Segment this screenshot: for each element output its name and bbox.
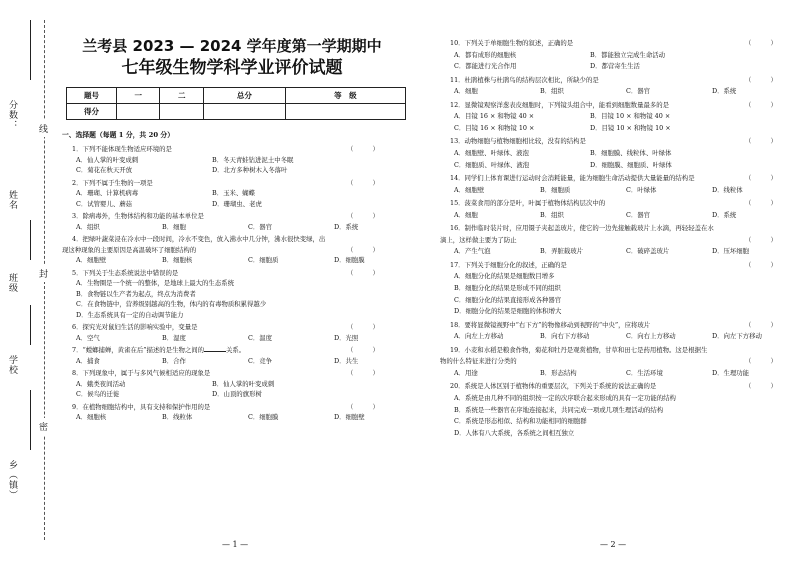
score-header-cell: 一 <box>117 88 160 104</box>
score-header-cell: 二 <box>160 88 203 104</box>
binding-line <box>30 20 31 80</box>
answer-parentheses[interactable]: （ ） <box>745 39 777 47</box>
name-field-label: 姓名 <box>7 190 17 210</box>
question-stem: 18．要将显微镜视野中“右下方”的物像移动到视野的“中央”，应将玻片 <box>450 320 651 329</box>
binding-strip <box>0 0 60 561</box>
answer-parentheses[interactable]: （ ） <box>745 199 777 208</box>
question-stem: 1．下列不能体现生物适应环境的是 <box>72 145 172 153</box>
answer-parentheses[interactable]: （ ） <box>745 75 777 84</box>
binding-line <box>30 220 31 260</box>
question-stem: 11．杜鹃植株与杜鹃鸟的结构层次相比，所缺少的是 <box>450 75 599 84</box>
exam-title-line1: 兰考县 2023 — 2024 学年度第一学期期中 <box>82 37 382 55</box>
answer-option[interactable]: D．向左下方移动 <box>712 332 762 341</box>
answer-option[interactable]: C．器官 <box>248 222 273 231</box>
answer-option[interactable]: B．食物链以生产者为起点，终点为消费者 <box>76 289 196 298</box>
answer-option[interactable]: D．细胞壁 <box>334 413 365 421</box>
answer-option[interactable]: A．细胞 <box>454 87 478 96</box>
answer-option[interactable]: B．湿度 <box>162 333 186 342</box>
question-stem: 15．菠菜食用的部分是叶，叶属于植物体结构层次中的 <box>450 199 606 208</box>
answer-option[interactable]: B．向右下方移动 <box>540 332 590 341</box>
question-stem: 5．下列关于生态系统说法中错误的是 <box>72 268 179 277</box>
answer-option[interactable]: C．细胞质、叶绿体、液泡 <box>454 160 530 169</box>
question-stem: 13．动物细胞与植物细胞相比较，没有的结构是 <box>450 137 586 146</box>
answer-parentheses[interactable]: （ ） <box>745 137 777 146</box>
answer-option[interactable]: C．叶绿体 <box>626 185 657 194</box>
answer-parentheses[interactable]: （ ） <box>745 100 777 109</box>
score-input-cell[interactable] <box>203 104 285 120</box>
answer-parentheses[interactable]: （ ） <box>347 212 379 220</box>
answer-option[interactable]: A．蛾类夜间活动 <box>76 379 126 388</box>
answer-option[interactable]: B．目镜 10 × 和物镜 40 × <box>590 112 671 121</box>
question-stem: 9．在植物细胞结构中，具有支持和保护作用的是 <box>72 402 211 411</box>
right-column <box>440 0 785 561</box>
page-number-left: — 1 — <box>222 540 249 549</box>
question-stem-cont: 现这种现象的主要原因是高温破坏了细胞结构的 <box>62 245 197 254</box>
answer-option[interactable]: B．线粒体 <box>162 413 193 421</box>
answer-option[interactable]: A．细胞壁 <box>76 256 107 264</box>
answer-option[interactable]: A．珊瑚、计算机病毒 <box>76 189 139 197</box>
answer-option[interactable]: D．珊瑚虫、老虎 <box>212 199 262 208</box>
answer-parentheses[interactable]: （ ） <box>347 369 379 377</box>
question-stem-cont: 滴上，这样做主要为了防止 <box>440 235 517 244</box>
question-stem: 20．系统是人体区别于植物体的重要层次，下列关于系统的说法正确的是 <box>450 382 657 391</box>
answer-option[interactable]: A．目镜 16 × 和物镜 40 × <box>454 112 535 121</box>
school-field-label: 学校 <box>7 355 17 375</box>
answer-option[interactable]: C．都能进行光合作用 <box>454 62 517 71</box>
answer-option[interactable]: D．系统 <box>712 87 737 96</box>
answer-parentheses[interactable]: （ ） <box>745 357 777 366</box>
answer-option[interactable]: C．器官 <box>626 87 651 96</box>
question-stem: 12．显微镜观察洋葱表皮细胞时，下列镜头组合中，能看到细胞数量最多的是 <box>450 100 670 109</box>
answer-option[interactable]: B．系统是一些器官在序地连接起来，共同完成一项或几项生理活动的结构 <box>454 405 664 414</box>
answer-option[interactable]: C．温度 <box>248 333 273 342</box>
answer-option[interactable]: B．细胞分化的结果是形成不同的组织 <box>454 284 561 292</box>
answer-parentheses[interactable]: （ ） <box>745 260 777 269</box>
answer-option[interactable]: D．系统 <box>334 222 359 231</box>
answer-parentheses[interactable]: （ ） <box>347 178 379 187</box>
answer-parentheses[interactable]: （ ） <box>745 235 777 244</box>
answer-option[interactable]: B．合作 <box>162 356 186 365</box>
question-stem-cont: 物的什么特征来进行分类的 <box>440 357 517 366</box>
answer-option[interactable]: B．组织 <box>540 87 564 96</box>
answer-option[interactable]: A．捕食 <box>76 356 100 365</box>
answer-option[interactable]: A．空气 <box>76 333 100 342</box>
section-heading: 一、选择题（每题 1 分，共 20 分） <box>62 131 175 139</box>
answer-option[interactable]: A．细胞分化的结果是细胞数目增多 <box>454 272 555 281</box>
answer-option[interactable]: A．仙人掌的叶变成刺 <box>76 155 139 164</box>
answer-option[interactable]: D．细胞膜、细胞质、叶绿体 <box>590 160 672 169</box>
answer-option[interactable]: A．生物圈是一个统一的整体，是地球上最大的生态系统 <box>76 279 234 287</box>
answer-option[interactable]: C．候鸟的迁徙 <box>76 390 120 398</box>
seal-line-word: 线 <box>39 120 48 137</box>
answer-option[interactable]: B．都能独立完成生命活动 <box>590 50 665 59</box>
answer-parentheses[interactable]: （ ） <box>745 174 777 183</box>
answer-option[interactable]: A．都有成形的细胞核 <box>454 50 517 59</box>
answer-parentheses[interactable]: （ ） <box>745 320 777 329</box>
answer-option[interactable]: B．细胞膜、线粒体、叶绿体 <box>590 148 672 157</box>
answer-option[interactable]: A．向左上方移动 <box>454 332 504 341</box>
answer-option[interactable]: A．用途 <box>454 368 478 377</box>
answer-option[interactable]: D．线粒体 <box>712 185 743 194</box>
answer-option[interactable]: C．破碎盖玻片 <box>626 247 670 256</box>
answer-parentheses[interactable]: （ ） <box>347 245 379 254</box>
score-header-cell: 总分 <box>203 88 285 104</box>
answer-option[interactable]: A．组织 <box>76 222 100 231</box>
answer-option[interactable]: C．器官 <box>626 210 651 219</box>
answer-option[interactable]: D．光照 <box>334 333 359 342</box>
answer-option[interactable]: A．细胞核 <box>76 413 107 421</box>
score-input-cell[interactable] <box>285 104 405 120</box>
answer-blank[interactable] <box>204 346 226 352</box>
answer-option[interactable]: D．北方多种树木入冬落叶 <box>212 166 288 174</box>
answer-option[interactable]: B．仙人掌的叶变成刺 <box>212 379 275 388</box>
question-stem: 2．下列不属于生物的一项是 <box>72 178 153 187</box>
answer-option[interactable]: D．细胞膜 <box>334 256 365 264</box>
binding-line <box>30 305 31 345</box>
answer-option[interactable]: A．细胞 <box>454 210 478 219</box>
answer-option[interactable]: D．人体有八大系统，各系统之间相互独立 <box>454 428 575 437</box>
answer-option[interactable]: B．细胞 <box>162 222 186 231</box>
left-column <box>62 0 407 561</box>
question-stem: 17．下列关于细胞分化的叙述，正确的是 <box>450 260 567 269</box>
binding-line <box>30 390 31 450</box>
answer-option[interactable]: B．形态结构 <box>540 368 577 377</box>
answer-option[interactable]: B．细胞核 <box>162 256 193 264</box>
answer-option[interactable]: A．系统是由几种不同的组织按一定的次序联合起来形成的具有一定功能的结构 <box>454 393 676 402</box>
answer-option[interactable]: A．细胞壁 <box>454 185 485 194</box>
answer-parentheses[interactable]: （ ） <box>347 268 379 277</box>
question-stem: 14．同学们上体育课进行运动时会消耗能量，能为细胞生命活动提供大量能量的结构是 <box>450 174 695 183</box>
answer-parentheses[interactable]: （ ） <box>347 402 379 411</box>
answer-option[interactable]: B．冬天青蛙钻进泥土中冬眠 <box>212 155 294 164</box>
answer-parentheses[interactable]: （ ） <box>347 145 379 153</box>
answer-option[interactable]: C．系统是形态相似、结构和功能相同的细胞群 <box>454 417 587 426</box>
answer-option[interactable]: B．细胞质 <box>540 185 571 194</box>
exam-title-line2: 七年级生物学科学业评价试题 <box>121 58 343 78</box>
answer-option[interactable]: C．竞争 <box>248 356 273 365</box>
score-field-label: 分数： <box>7 100 17 130</box>
answer-option[interactable]: D．山顶的旗形树 <box>212 390 262 398</box>
answer-option[interactable]: B．玉米、蝴蝶 <box>212 189 256 197</box>
answer-parentheses[interactable]: （ ） <box>347 346 379 354</box>
score-header-cell: 题号 <box>67 88 117 104</box>
score-input-cell[interactable] <box>160 104 203 120</box>
answer-option[interactable]: D．系统 <box>712 210 737 219</box>
answer-option[interactable]: C．目镜 16 × 和物镜 10 × <box>454 123 535 132</box>
answer-parentheses[interactable]: （ ） <box>745 382 777 391</box>
answer-option[interactable]: B．弄脏载玻片 <box>540 247 584 256</box>
answer-option[interactable]: B．组织 <box>540 210 564 219</box>
answer-option[interactable]: C．在食物链中，营养级别越高的生物，体内的有毒物质积累得越少 <box>76 300 267 308</box>
score-table <box>66 87 406 120</box>
answer-option[interactable]: D．细胞分化的结果是细胞的体积增大 <box>454 307 562 316</box>
seal-seal-word: 封 <box>39 265 48 282</box>
township-field-label: 乡（镇） <box>7 460 17 500</box>
answer-option[interactable]: D．共生 <box>334 356 359 365</box>
score-row-label: 得分 <box>67 104 117 120</box>
score-input-cell[interactable] <box>117 104 160 120</box>
question-stem: 8．下列现象中，属于与多风气候相适应的现象是 <box>72 369 211 377</box>
question-stem: 4．把绿叶蔬菜浸在冷水中一段时间，冷水不变色，放入沸水中几分钟，沸水很快变绿，出 <box>72 235 326 243</box>
answer-option[interactable]: D．生态系统具有一定的自动调节能力 <box>76 310 184 319</box>
question-stem: 6．探究光对鼠妇生活的影响实验中，变量是 <box>72 323 198 331</box>
answer-option[interactable]: D．生理功能 <box>712 368 750 377</box>
page-number-right: — 2 — <box>600 540 627 549</box>
score-header-cell: 等 级 <box>285 88 405 104</box>
question-stem: 3．除病毒外，生物体结构和功能的基本单位是 <box>72 212 204 220</box>
answer-option[interactable]: C．细胞分化的结果直接形成各种器官 <box>454 295 562 304</box>
class-field-label: 班级 <box>7 273 17 293</box>
question-stem-tail: 关系。 <box>226 346 246 354</box>
answer-option[interactable]: D．目镜 10 × 和物镜 10 × <box>590 123 671 132</box>
answer-parentheses[interactable]: （ ） <box>347 323 379 331</box>
question-stem: 19．小麦和水稻是粮食作物，菊花和牡丹是观赏植物，甘草和田七是药用植物。这是根据生 <box>450 345 708 354</box>
answer-option[interactable]: C．细胞膜 <box>248 413 279 421</box>
seal-secret-word: 密 <box>39 418 48 435</box>
question-stem: 16．制作临时装片时，应用镊子夹起盖玻片，使它的一边先接触载玻片上水滴，再轻轻盖在水 <box>450 224 714 233</box>
answer-option[interactable]: C．试管婴儿、蘑菇 <box>76 199 133 208</box>
answer-option[interactable]: D．都营寄生生活 <box>590 62 640 71</box>
answer-option[interactable]: A．细胞壁、叶绿体、液泡 <box>454 148 529 157</box>
answer-option[interactable]: C．生活环境 <box>626 368 663 377</box>
answer-option[interactable]: D．压坏细胞 <box>712 247 750 256</box>
question-stem: 10．下列关于单细胞生物的叙述，正确的是 <box>450 39 574 47</box>
answer-option[interactable]: C．细胞质 <box>248 256 279 264</box>
answer-option[interactable]: A．产生气泡 <box>454 247 491 256</box>
answer-option[interactable]: C．向右上方移动 <box>626 332 676 341</box>
answer-option[interactable]: C．菊花在秋天开放 <box>76 166 133 174</box>
question-stem: 7．“螳螂捕蝉，黄雀在后”描述的是生物之间的 关系。 <box>72 346 246 354</box>
